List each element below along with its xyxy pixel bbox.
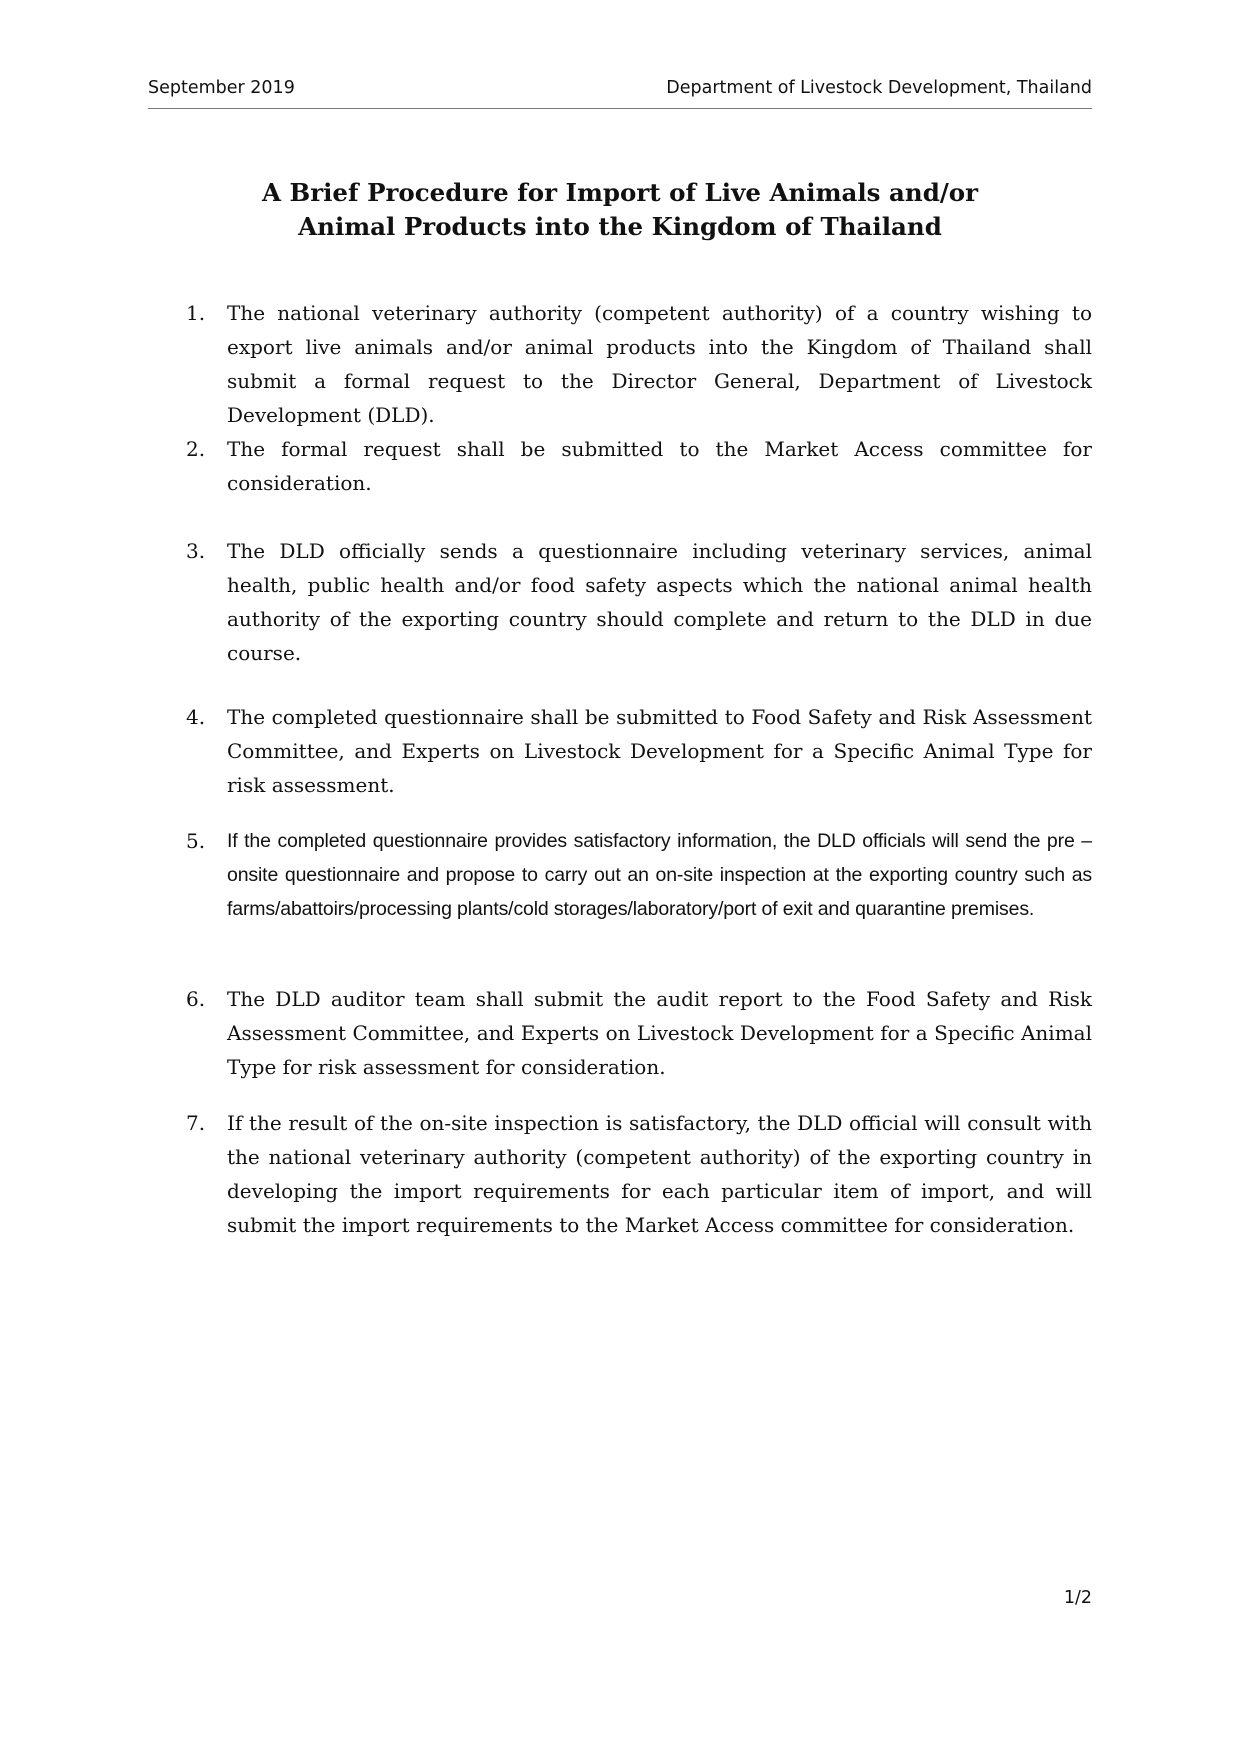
list-item-number: 5. — [186, 829, 206, 853]
list-item-text: The formal request shall be submitted to the Market Access committee for consideration. — [227, 437, 1092, 495]
list-item-number: 1. — [186, 301, 206, 325]
list-item-number: 4. — [186, 705, 206, 729]
list-item-number: 2. — [186, 437, 206, 461]
list-item-text: The DLD auditor team shall submit the audit report to the Food Safety and Risk Assessment Committee, and Experts on Livestock Development for a Specific Animal Type for risk assessment for consideration. — [227, 987, 1092, 1079]
list-item-number: 3. — [186, 539, 206, 563]
list-item-text: The completed questionnaire shall be submitted to Food Safety and Risk Assessment Committee, and Experts on Livestock Development for a Specific Animal Type for risk assessment. — [227, 705, 1092, 797]
list-item-number: 7. — [186, 1111, 206, 1135]
list-item-text: The DLD officially sends a questionnaire including veterinary services, animal health, public health and/or food safety aspects which the national animal health authority of the exporting country should complete and return to the DLD in due course. — [227, 539, 1092, 665]
document-title-line-1: A Brief Procedure for Import of Live Animals and/or — [261, 178, 979, 207]
list-item-number: 6. — [186, 987, 206, 1011]
list-item-text: If the result of the on-site inspection is satisfactory, the DLD official will consult with the national veterinary authority (competent authority) of the exporting country in developing the import requirements for each particular item of import, and will submit the import requirements to the Market Access committee for consideration. — [227, 1111, 1092, 1237]
page-number: 1/2 — [1063, 1588, 1092, 1608]
header-organization: Department of Livestock Development, Thailand — [666, 78, 1092, 98]
document-title-line-2: Animal Products into the Kingdom of Thailand — [298, 212, 942, 241]
header-date: September 2019 — [148, 78, 295, 98]
list-item-text: If the completed questionnaire provides satisfactory information, the DLD officials will send the pre – onsite questionnaire and propose to carry out an on-site inspection at the exporting country such as farms/abattoirs/processing plants/cold storages/laboratory/port of exit and quarantine premises. — [227, 830, 1092, 920]
page-header — [148, 76, 1092, 109]
list-item-text: The national veterinary authority (competent authority) of a country wishing to export live animals and/or animal products into the Kingdom of Thailand shall submit a formal request to the Director General, Department of Livestock Development (DLD). — [227, 301, 1092, 427]
